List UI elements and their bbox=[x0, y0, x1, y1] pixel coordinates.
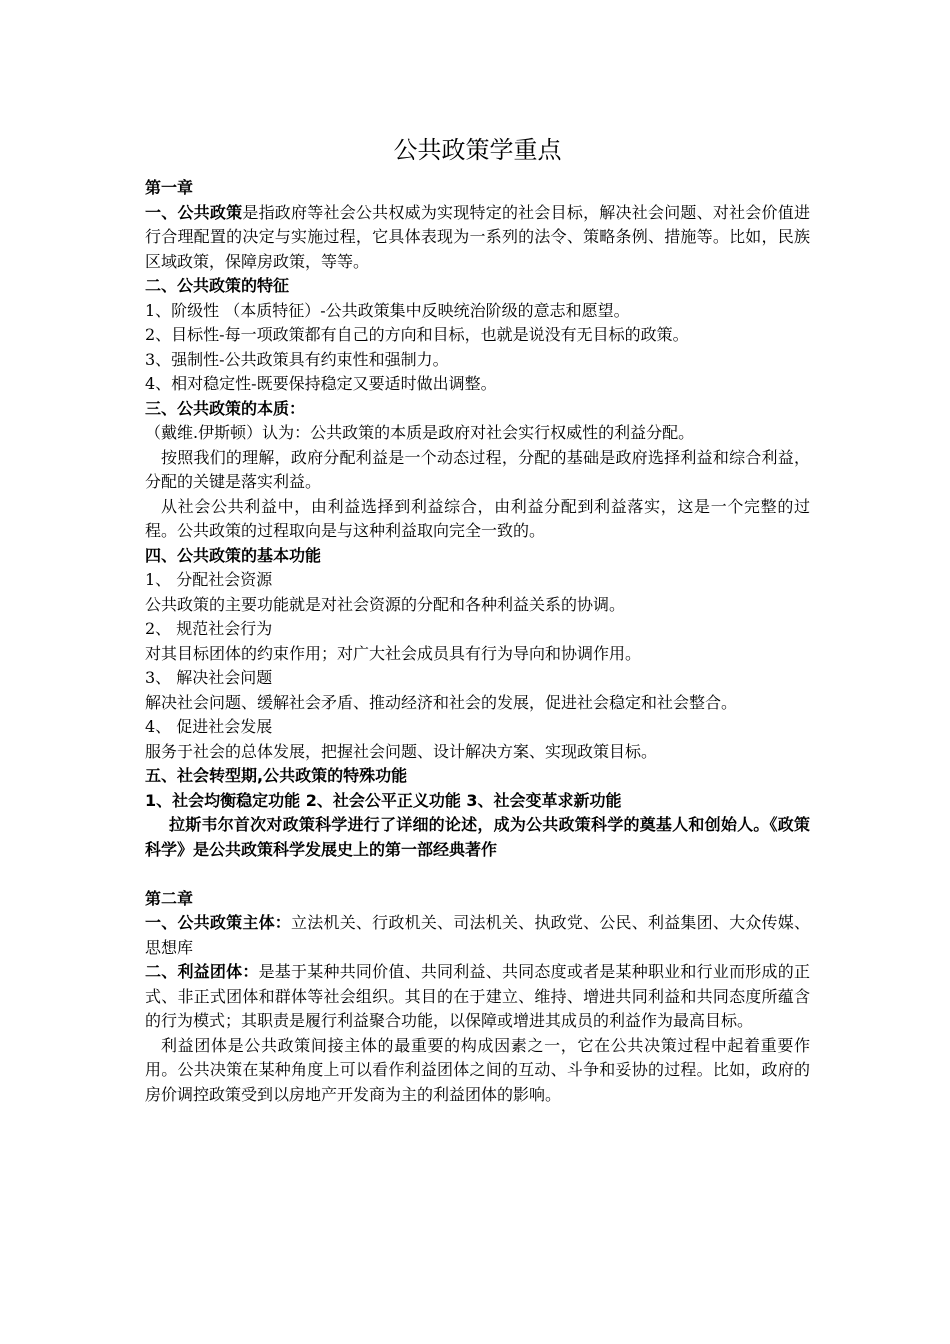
function-title: 4、 促进社会发展 bbox=[145, 717, 273, 736]
spacer bbox=[145, 862, 810, 887]
function-title: 3、 解决社会问题 bbox=[145, 668, 273, 687]
function-text: 对其目标团体的约束作用；对广大社会成员具有行为导向和协调作用。 bbox=[145, 643, 642, 663]
feature-item: 3、强制性-公共政策具有约束性和强制力。 bbox=[145, 349, 449, 369]
function-title: 2、 规范社会行为 bbox=[145, 619, 273, 638]
section-1-5-heading: 五、社会转型期,公共政策的特殊功能 bbox=[145, 766, 408, 785]
section-1-4-heading: 四、公共政策的基本功能 bbox=[145, 545, 322, 565]
function-text: 服务于社会的总体发展，把握社会问题、设计解决方案、实现政策目标。 bbox=[145, 741, 658, 761]
section-2-1-label: 一、公共政策主体： bbox=[145, 913, 292, 932]
document-page bbox=[145, 128, 810, 1107]
essence-paragraph-1: （戴维.伊斯顿）认为：公共政策的本质是政府对社会实行权威性的利益分配。 bbox=[145, 423, 695, 442]
section-1-1-label: 一、公共政策 bbox=[145, 202, 243, 222]
special-functions-list: 1、社会均衡稳定功能 2、社会公平正义功能 3、社会变革求新功能 bbox=[145, 790, 622, 810]
chapter-1-heading: 第一章 bbox=[145, 178, 194, 197]
page-title: 公共政策学重点 bbox=[393, 136, 562, 164]
section-2-2-label: 二、利益团体： bbox=[145, 962, 259, 981]
section-2-2-text: 是基于某种共同价值、共同利益、共同态度或者是某种职业和行业而形成的正式、非正式团体和群体等社会组织。其目的在于建立、维持、增进共同利益和共同态度所蕴含的行为模式；其职责是履行利益聚合功能，以保障或增进其成员的利益作为最高目标。 bbox=[145, 962, 810, 1030]
section-1-1 bbox=[145, 201, 810, 275]
section-2-1-text: 立法机关、行政机关、司法机关、执政党、公民、利益集团、大众传媒、思想库 bbox=[145, 913, 810, 957]
section-1-1-text: 是指政府等社会公共权威为实现特定的社会目标，解决社会问题、对社会价值进行合理配置的决定与实施过程，它具体表现为一系列的法令、策略条例、措施等。比如，民族区域政策，保障房政策，等等。 bbox=[145, 202, 810, 271]
feature-item: 2、目标性-每一项政策都有自己的方向和目标，也就是说没有无目标的政策。 bbox=[145, 325, 689, 344]
interest-group-paragraph: 利益团体是公共政策间接主体的最重要的构成因素之一，它在公共决策过程中起着重要作用。公共决策在某种角度上可以看作利益团体之间的互动、斗争和妥协的过程。比如，政府的房价调控政策受到以房地产开发商为主的利益团体的影响。 bbox=[145, 1035, 810, 1104]
chapter-2-heading: 第二章 bbox=[145, 888, 194, 908]
section-2-2 bbox=[145, 960, 810, 1034]
essence-paragraph-2: 按照我们的理解，政府分配利益是一个动态过程，分配的基础是政府选择利益和综合利益，分配的关键是落实利益。 bbox=[145, 447, 810, 491]
function-text: 公共政策的主要功能就是对社会资源的分配和各种利益关系的协调。 bbox=[145, 594, 626, 614]
lasswell-note: 拉斯韦尔首次对政策科学进行了详细的论述，成为公共政策科学的奠基人和创始人。《政策科学》是公共政策科学发展史上的第一部经典著作 bbox=[145, 815, 810, 859]
function-text: 解决社会问题、缓解社会矛盾、推动经济和社会的发展，促进社会稳定和社会整合。 bbox=[145, 692, 738, 712]
essence-paragraph-3: 从社会公共利益中，由利益选择到利益综合，由利益分配到利益落实，这是一个完整的过程。公共政策的过程取向是与这种利益取向完全一致的。 bbox=[145, 496, 810, 540]
function-title: 1、 分配社会资源 bbox=[145, 570, 273, 589]
section-1-3-heading: 三、公共政策的本质： bbox=[145, 398, 306, 418]
feature-item: 4、相对稳定性-既要保持稳定又要适时做出调整。 bbox=[145, 374, 497, 393]
section-2-1 bbox=[145, 911, 810, 960]
section-1-2-heading: 二、公共政策的特征 bbox=[145, 276, 290, 295]
feature-item: 1、阶级性 （本质特征）-公共政策集中反映统治阶级的意志和愿望。 bbox=[145, 300, 630, 320]
